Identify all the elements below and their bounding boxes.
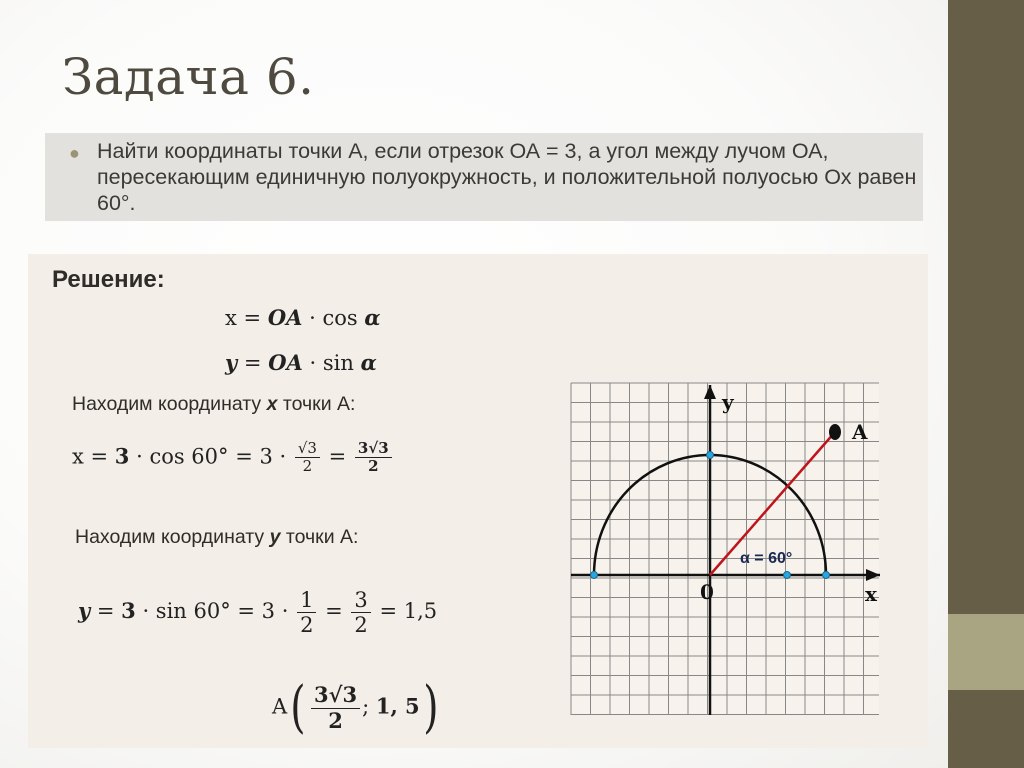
find-y-text: Находим координату y точки А: <box>75 526 359 548</box>
answer: A( $\frac{3√3}{2}$ ; 1, 5) <box>272 675 439 740</box>
marker-left <box>591 572 598 579</box>
slide-title: Задача 6. <box>62 48 315 106</box>
point-a-label: A <box>852 420 868 444</box>
solution-label: Решение: <box>52 266 165 293</box>
marker-right <box>823 572 830 579</box>
answer-fraction: $\frac{3√3}{2}$ <box>311 683 360 732</box>
x-axis-label: x <box>865 582 877 606</box>
side-bar-top <box>948 0 1024 614</box>
side-bar-accent <box>948 614 1024 690</box>
point-a-marker <box>829 424 841 440</box>
formula-y: y = OA · sin α <box>225 350 377 375</box>
marker-top <box>707 452 714 459</box>
fraction-1-2: $\frac{1}{2}$ <box>297 588 316 637</box>
origin-label: 0 <box>700 580 714 604</box>
calc-x: x = 3 · cos 60° = 3 · $\frac{√3}{2}$ = $\frac{3√3}{2}$ <box>72 440 394 476</box>
find-x-text: Находим координату x точки А: <box>72 393 356 415</box>
calc-y: y = 3 · sin 60° = 3 · $\frac{1}{2}$ = $\frac{3}{2}$ = 1,5 <box>78 588 438 638</box>
task-text: Найти координаты точки А, если отрезок ОА = 3, а угол между лучом ОА, пересекающим единичную полуокружность, и положительной полуосью Ох равен 60°. <box>97 139 917 215</box>
formula-x: x = OA · cos α <box>225 305 381 330</box>
fraction-sqrt3-2: $\frac{√3}{2}$ <box>295 440 320 476</box>
fraction-3-2: $\frac{3}{2}$ <box>351 588 370 637</box>
y-axis-label: y <box>722 390 734 414</box>
fraction-3sqrt3-2: $\frac{3√3}{2}$ <box>355 440 392 476</box>
coordinate-graph <box>560 375 900 720</box>
angle-label: α = 60° <box>740 550 793 567</box>
bullet-icon: ● <box>69 143 80 163</box>
marker-cos <box>784 572 791 579</box>
side-bar-bottom <box>948 690 1024 768</box>
task-box <box>45 133 923 221</box>
